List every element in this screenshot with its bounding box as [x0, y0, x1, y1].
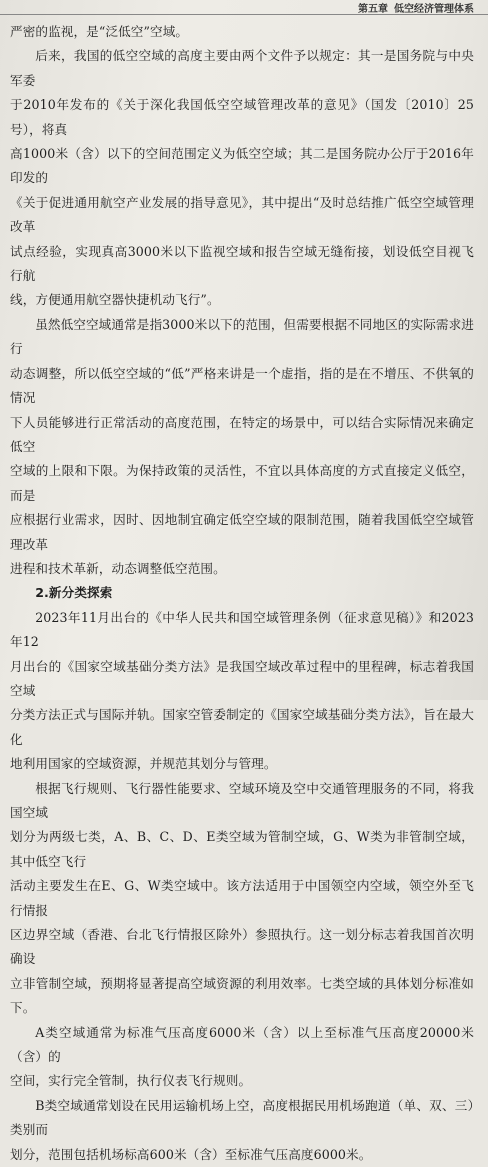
text-line: A类空域通常为标准气压高度6000米（含）以上至标准气压高度20000米（含）的 — [10, 1024, 474, 1065]
text-line: 立非管制空域，预期将显著提高空域资源的利用效率。七类空域的具体划分标准如下。 — [10, 975, 474, 1016]
text-line: 线，方便通用航空器快捷机动飞行”。 — [10, 292, 220, 308]
chapter-title: 低空经济管理体系 — [394, 3, 474, 15]
text-line: 动态调整，所以低空空域的“低”严格来讲是一个虚指，指的是在不增压、不供氧的情况 — [10, 365, 474, 406]
text-line: 下人员能够进行正常活动的高度范围，在特定的场景中，可以结合实际情况来确定低空 — [10, 414, 474, 454]
text-line: 空间，实行完全管制，执行仪表飞行规则。 — [10, 1073, 252, 1089]
text-line: 分类方法正式与国际并轨。国家空管委制定的《国家空域基础分类方法》，旨在最大化 — [10, 707, 474, 747]
text-line: 《关于促进通用航空产业发展的指导意见》，其中提出“及时总结推广低空空域管理改革 — [10, 194, 474, 235]
text-line: 虽然低空空域通常是指3000米以下的范围，但需要根据不同地区的实际需求进行 — [10, 316, 474, 357]
text-line: 高1000米（含）以下的空间范围定义为低空空域；其二是国务院办公厅于2016年印发的 — [10, 146, 474, 186]
text-line: 于2010年发布的《关于深化我国低空空域管理改革的意见》（国发〔2010〕25号），将真 — [10, 97, 474, 137]
text-line: 划分，范围包括机场标高600米（含）至标准气压高度6000米。 — [10, 1146, 372, 1162]
text-line: 应根据行业需求，因时、因地制宜确定低空空域的限制范围，随着我国低空空域管理改革 — [10, 512, 474, 552]
text-line: 月出台的《国家空域基础分类方法》是我国空域改革过程中的里程碑，标志着我国空域 — [10, 658, 474, 698]
body-text — [10, 20, 474, 1167]
text-line: 地利用国家的空域资源，并规范其划分与管理。 — [10, 756, 277, 772]
text-line: 空域的上限和下限。为保持政策的灵活性，不宜以具体高度的方式直接定义低空，而是 — [10, 463, 474, 503]
text-line: 2023年11月出台的《中华人民共和国空域管理条例（征求意见稿）》和2023年12 — [10, 609, 474, 650]
text-line: 试点经验，实现真高3000米以下监视空域和报告空域无缝衔接，划设低空目视飞行航 — [10, 243, 474, 284]
text-line: 后来，我国的低空空域的高度主要由两个文件予以规定：其一是国务院与中央军委 — [10, 48, 474, 88]
text-line: B类空域通常划设在民用运输机场上空，高度根据民用机场跑道（单、双、三）类别而 — [10, 1097, 474, 1138]
section-heading: 2.新分类探索 — [35, 585, 113, 601]
text-line: 严密的监视，是“泛低空”空域。 — [10, 24, 189, 39]
text-line: 区边界空域（香港、台北飞行情报区除外）参照执行。这一划分标志着我国首次明确设 — [10, 927, 474, 967]
text-line: 活动主要发生在E、G、W类空域中。该方法适用于中国领空内空域，领空外至飞行情报 — [10, 878, 474, 918]
chapter-number: 第五章 — [358, 3, 388, 15]
text-line: 划分为两级七类，A、B、C、D、E类空域为管制空域，G、W类为非管制空域，其中低空飞行 — [10, 829, 474, 869]
header-rule — [0, 14, 488, 15]
running-header — [358, 0, 474, 14]
text-line: 根据飞行规则、飞行器性能要求、空域环境及空中交通管理服务的不同，将我国空域 — [10, 780, 474, 820]
text-line: 进程和技术革新，动态调整低空范围。 — [10, 560, 226, 576]
